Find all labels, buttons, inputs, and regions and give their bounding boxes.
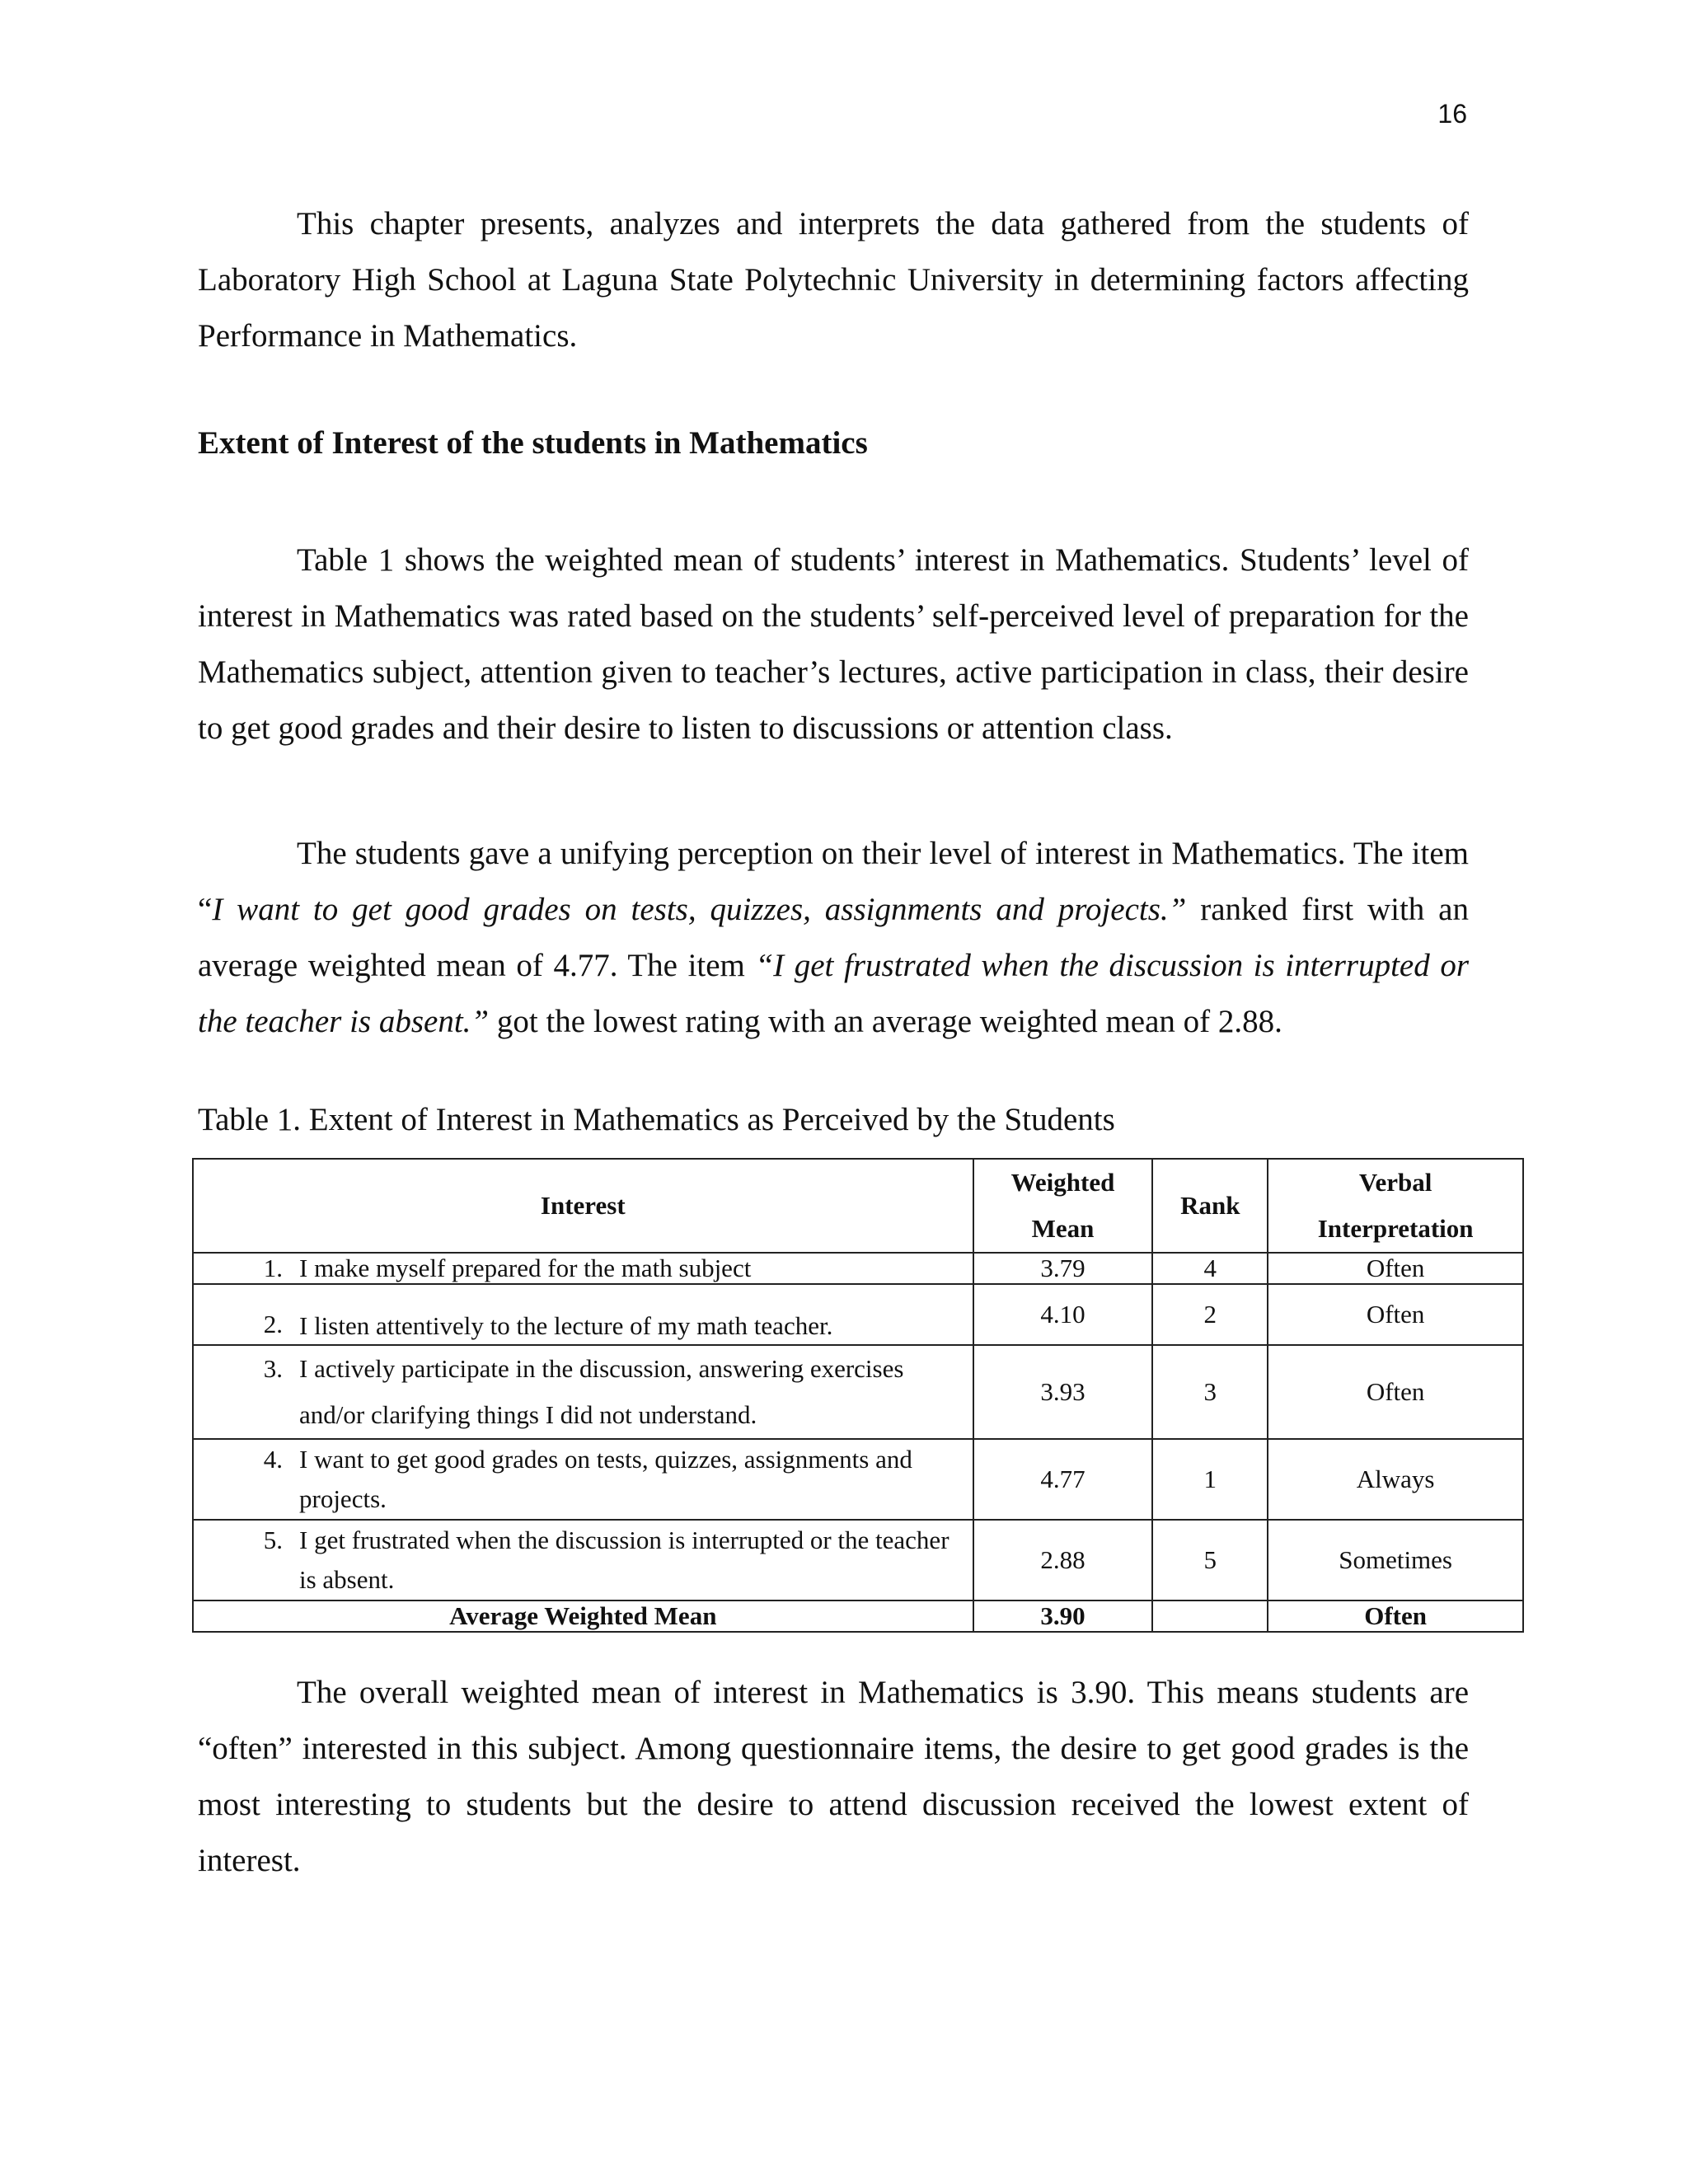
table-row bbox=[193, 1439, 1523, 1520]
section-heading: Extent of Interest of the students in Mathematics bbox=[198, 425, 868, 461]
average-verbal: Often bbox=[1268, 1601, 1523, 1632]
header-weighted-mean-line1: Weighted bbox=[1010, 1168, 1115, 1197]
average-mean: 3.90 bbox=[973, 1601, 1153, 1632]
header-weighted-mean-line2: Mean bbox=[1031, 1214, 1095, 1243]
table-caption: Table 1. Extent of Interest in Mathematics as Perceived by the Students bbox=[198, 1102, 1115, 1137]
row-mean: 3.79 bbox=[973, 1253, 1153, 1284]
row-rank: 1 bbox=[1152, 1439, 1268, 1520]
row-number: 2. bbox=[263, 1310, 283, 1338]
header-interest: Interest bbox=[193, 1159, 973, 1253]
paragraph-conclusion: The overall weighted mean of interest in Mathematics is 3.90. This means students are “often” interested in this subject. Among questionnaire items, the desire to get good grades is the most interesting to students but the desire to attend discussion received the lowest extent of interest. bbox=[198, 1675, 1469, 1878]
table-row bbox=[193, 1253, 1523, 1284]
paragraph-results-quote-highest: I want to get good grades on tests, quizzes, assignments and projects.” bbox=[212, 892, 1187, 927]
table-row bbox=[193, 1284, 1523, 1345]
row-rank: 5 bbox=[1152, 1520, 1268, 1601]
paragraph-results-quote-lowest: “I get frustrated when the discussion is interrupted or the teacher is absent.” bbox=[198, 948, 1469, 1039]
header-verbal-interpretation bbox=[1268, 1159, 1523, 1253]
header-verbal-line2: Interpretation bbox=[1317, 1214, 1474, 1243]
paragraph-results-text-c: ranked first with an average weighted mean of 4.77. The item bbox=[198, 892, 1469, 983]
row-item-text: I get frustrated when the discussion is interrupted or the teacher is absent. bbox=[299, 1526, 950, 1594]
page-number: 16 bbox=[1437, 99, 1467, 129]
header-rank: Rank bbox=[1152, 1159, 1268, 1253]
row-mean: 2.88 bbox=[973, 1520, 1153, 1601]
paragraph-results-text-e: got the lowest rating with an average weighted mean of 2.88. bbox=[489, 1004, 1282, 1039]
row-number: 5. bbox=[263, 1526, 283, 1554]
row-rank: 2 bbox=[1152, 1284, 1268, 1345]
paragraph-results bbox=[198, 826, 1469, 1050]
row-item-cell bbox=[193, 1253, 973, 1284]
table-row bbox=[193, 1345, 1523, 1439]
row-item-text: I want to get good grades on tests, quizzes, assignments and projects. bbox=[299, 1445, 912, 1513]
row-item-text: I make myself prepared for the math subject bbox=[299, 1254, 752, 1282]
header-verbal-line1: Verbal bbox=[1358, 1168, 1432, 1197]
row-verbal: Always bbox=[1268, 1439, 1523, 1520]
row-verbal: Often bbox=[1268, 1345, 1523, 1439]
header-weighted-mean bbox=[973, 1159, 1153, 1253]
row-verbal: Often bbox=[1268, 1284, 1523, 1345]
average-rank-empty bbox=[1152, 1601, 1268, 1632]
average-row bbox=[193, 1601, 1523, 1632]
row-item-cell bbox=[193, 1520, 973, 1601]
row-verbal: Often bbox=[1268, 1253, 1523, 1284]
average-label: Average Weighted Mean bbox=[193, 1601, 973, 1632]
row-mean: 4.77 bbox=[973, 1439, 1153, 1520]
table-row bbox=[193, 1520, 1523, 1601]
row-item-cell bbox=[193, 1284, 973, 1345]
row-item-text: I listen attentively to the lecture of my math teacher. bbox=[299, 1311, 833, 1340]
row-number: 1. bbox=[263, 1254, 283, 1282]
row-number: 4. bbox=[263, 1445, 283, 1474]
intro-paragraph: This chapter presents, analyzes and interprets the data gathered from the students of Laboratory High School at Laguna State Polytechnic University in determining factors affecting Performance in Mathematics. bbox=[198, 206, 1469, 354]
row-item-cell bbox=[193, 1345, 973, 1439]
row-rank: 3 bbox=[1152, 1345, 1268, 1439]
row-mean: 4.10 bbox=[973, 1284, 1153, 1345]
paragraph-results-text-a: The students gave a unifying perception on their level of interest in Mathematics. The item “ bbox=[198, 836, 1469, 927]
row-rank: 4 bbox=[1152, 1253, 1268, 1284]
row-verbal: Sometimes bbox=[1268, 1520, 1523, 1601]
row-item-cell bbox=[193, 1439, 973, 1520]
paragraph-table-intro: Table 1 shows the weighted mean of students’ interest in Mathematics. Students’ level of interest in Mathematics was rated based on the students’ self-perceived level of preparation for the Mathematics subject, attention given to teacher’s lectures, active participation in class, their desire to get good grades and their desire to listen to discussions or attention class. bbox=[198, 542, 1469, 746]
row-number: 3. bbox=[263, 1354, 283, 1383]
interest-table bbox=[192, 1158, 1524, 1633]
table-header-row bbox=[193, 1159, 1523, 1253]
row-mean: 3.93 bbox=[973, 1345, 1153, 1439]
row-item-text: I actively participate in the discussion, answering exercises and/or clarifying things I did not understand. bbox=[299, 1354, 904, 1429]
